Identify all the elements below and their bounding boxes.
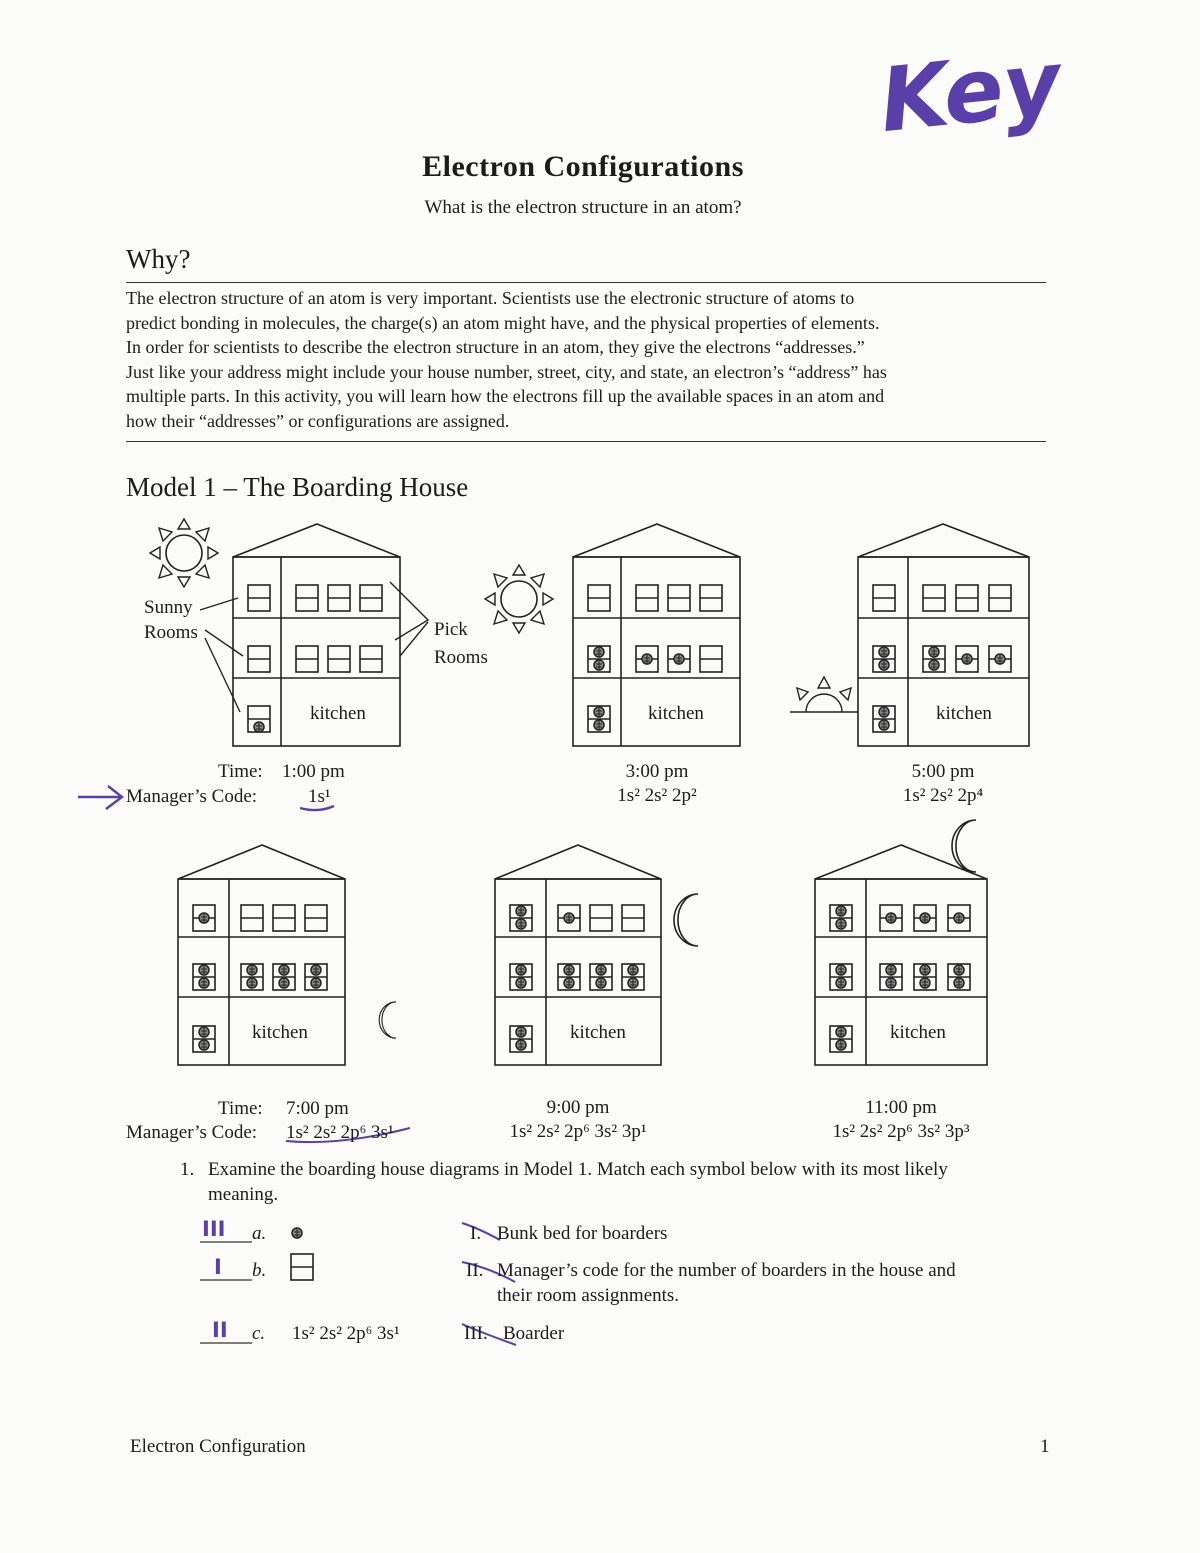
kitchen-label: kitchen: [936, 703, 992, 724]
sun-icon: [150, 519, 218, 587]
meaning-III-text: Boarder: [503, 1323, 565, 1344]
item-a-letter: a.: [252, 1223, 267, 1244]
kitchen-label: kitchen: [310, 703, 366, 724]
item-b-letter: b.: [252, 1260, 267, 1281]
house-4-code: 1s² 2s² 2p⁶ 3s¹: [286, 1122, 394, 1143]
moon-icon: [952, 820, 976, 872]
meaning-II-text-cont: their room assignments.: [497, 1285, 680, 1306]
house-1-time: 1:00 pm: [282, 761, 345, 782]
answer-b: I: [214, 1255, 222, 1279]
why-line: how their “addresses” or configurations are assigned.: [126, 410, 510, 431]
why-line: In order for scientists to describe the electron structure in an atom, they give the electrons “addresses.”: [126, 337, 865, 357]
time-label: Time:: [218, 1098, 263, 1119]
why-heading: Why?: [126, 244, 191, 274]
managers-code-label: Manager’s Code:: [126, 1122, 258, 1143]
why-line: predict bonding in molecules, the charge(s) an atom might have, and the physical properties of elements.: [126, 312, 880, 333]
page-title: Electron Configurations: [422, 150, 744, 183]
sun-icon: [485, 565, 553, 633]
kitchen-label: kitchen: [252, 1022, 308, 1043]
footer-title: Electron Configuration: [130, 1436, 306, 1457]
meaning-II-text: Manager’s code for the number of boarders in the house and: [497, 1260, 956, 1281]
meaning-I-numeral: I.: [470, 1223, 482, 1244]
house-5-time: 9:00 pm: [546, 1097, 610, 1118]
kitchen-label: kitchen: [648, 703, 704, 724]
meaning-III-numeral: III.: [464, 1323, 488, 1344]
item-c-symbol: 1s² 2s² 2p⁶ 3s¹: [292, 1323, 400, 1344]
page-number: 1: [1040, 1436, 1050, 1457]
why-line: The electron structure of an atom is very important. Scientists use the electronic structure of atoms to: [126, 288, 855, 308]
model-heading: Model 1 – The Boarding House: [126, 472, 469, 502]
meaning-I-text: Bunk bed for boarders: [497, 1223, 668, 1244]
page-subtitle: What is the electron structure in an atom?: [424, 197, 742, 218]
why-line: multiple parts. In this activity, you will learn how the electrons fill up the available spaces in an atom and: [126, 386, 885, 406]
label-pick: Pick: [434, 619, 468, 640]
label-sunny: Sunny: [144, 597, 193, 618]
answer-c: II: [212, 1318, 228, 1342]
house-2-code: 1s² 2s² 2p²: [617, 785, 697, 806]
meaning-II-numeral: II.: [466, 1260, 484, 1281]
annotation-arrows: [200, 582, 428, 712]
boarder-symbol-icon: [292, 1228, 302, 1238]
setting-sun-icon: [790, 677, 858, 712]
house-6-time: 11:00 pm: [865, 1097, 937, 1118]
house-3-code: 1s² 2s² 2p⁴: [902, 785, 984, 806]
house-5-code: 1s² 2s² 2p⁶ 3s² 3p¹: [509, 1121, 647, 1142]
label-sunny-rooms: Rooms: [144, 622, 198, 643]
bunk-bed-symbol-icon: [291, 1254, 313, 1280]
question-1-text: Examine the boarding house diagrams in Model 1. Match each symbol below with its most likely: [208, 1159, 948, 1180]
moon-icon: [674, 894, 698, 946]
question-1-text-cont: meaning.: [208, 1184, 279, 1205]
kitchen-label: kitchen: [570, 1022, 626, 1043]
house-6-code: 1s² 2s² 2p⁶ 3s² 3p³: [832, 1121, 970, 1142]
time-label: Time:: [218, 761, 263, 782]
kitchen-label: kitchen: [890, 1022, 946, 1043]
moon-icon: [379, 1002, 396, 1038]
question-1-number: 1.: [180, 1159, 195, 1180]
handwritten-key-mark: Key: [875, 30, 1066, 153]
house-4-time: 7:00 pm: [286, 1098, 349, 1119]
managers-code-label: Manager’s Code:: [126, 786, 258, 807]
house-3-time: 5:00 pm: [911, 761, 975, 782]
house-1-code: 1s¹: [308, 786, 331, 807]
answer-a: III: [202, 1217, 226, 1241]
label-pick-rooms: Rooms: [434, 647, 488, 668]
why-line: Just like your address might include your house number, street, city, and state, an electron’s “address” has: [126, 361, 887, 382]
house-2-time: 3:00 pm: [625, 761, 689, 782]
item-c-letter: c.: [252, 1323, 266, 1344]
